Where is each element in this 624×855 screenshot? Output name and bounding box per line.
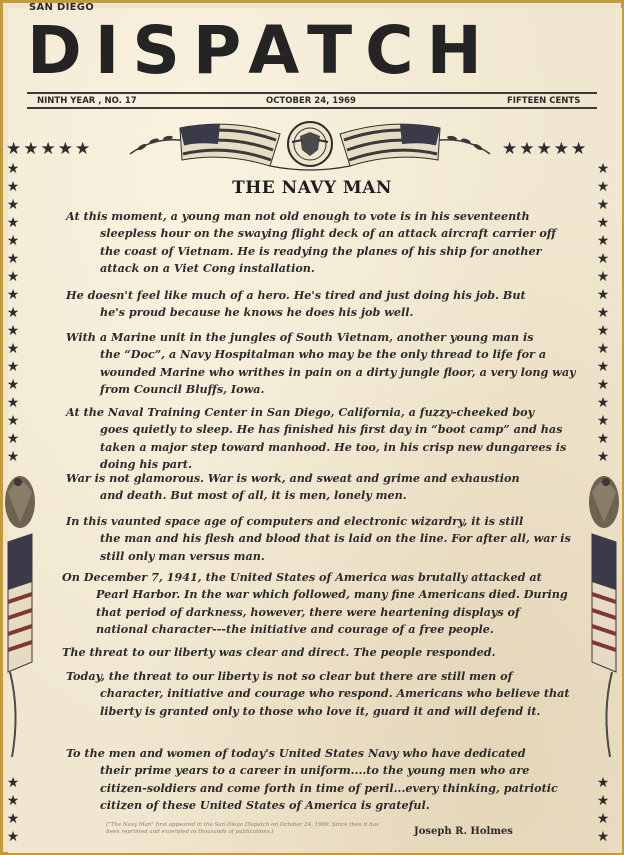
author-signature: Joseph R. Holmes [414,826,513,837]
stars-top-left: ★★★★★ [6,139,93,159]
stars-left-column: ★ ★ ★ ★ ★ ★ ★ ★ ★ ★ ★ ★ ★ ★ ★ ★ ★ [6,161,20,465]
paragraph-continuation: Pearl Harbor. In the war which followed, many fine Americans died. During that period of darkness, however, there were heartening displays of national character---the initiative and courage of a free people. [96,587,568,636]
paragraph-continuation: the man and his flesh and blood that is laid on the line. For after all, war is still only man versus man. [100,531,571,563]
masthead-rule-top [27,92,597,94]
eagle-flag-left-icon [2,462,38,762]
masthead-rule-bottom [27,107,597,109]
article-footnote: ("The Navy Man" first appeared in the San Diego Dispatch on October 24, 1969. Since then it has been reprinted and excerpted in thousands of publications.) [106,822,379,835]
paragraph-first-line: To the men and women of today's United States Navy who have dedicated [66,746,526,760]
paragraph-continuation: their prime years to a career in uniform....to the young men who are citizen-soldiers and come forth in time of peril...every thinking, patriotic citizen of these United States of America is grateful. [100,763,558,812]
paragraph-first-line: The threat to our liberty was clear and direct. The people responded. [62,645,496,659]
stars-left-bottom: ★ ★ ★ ★ [6,775,20,845]
paragraph-continuation: the “Doc”, a Navy Hospitalman who may be the only thread to life for a wounded Marine who writhes in pain on a dirty jungle floor, a very long way from Council Bluffs, Iowa. [100,347,576,396]
paragraph-first-line: At this moment, a young man not old enough to vote is in his seventeenth [66,209,530,223]
issue-date: OCTOBER 24, 1969 [266,96,356,106]
paragraph-first-line: At the Naval Training Center in San Diego, California, a fuzzy-cheeked boy [66,405,535,419]
paragraph [62,569,574,638]
paragraph-continuation: and death. But most of all, it is men, lonely men. [100,488,407,503]
paragraph [66,470,578,505]
paragraph [66,513,578,565]
issue-price: FIFTEEN CENTS [507,96,581,106]
stars-right-column: ★ ★ ★ ★ ★ ★ ★ ★ ★ ★ ★ ★ ★ ★ ★ ★ ★ [596,161,610,465]
issue-number: NINTH YEAR , NO. 17 [37,96,137,106]
paragraph [66,208,578,277]
article-title: THE NAVY MAN [232,178,392,198]
paragraph-first-line: On December 7, 1941, the United States of America was brutally attacked at [62,570,542,584]
masthead-title: DISPATCH [27,12,495,89]
paragraph-first-line: With a Marine unit in the jungles of South Vietnam, another young man is [66,330,534,344]
paragraph-continuation: character, initiative and courage who respond. Americans who believe that liberty is granted only to those who love it, guard it and will defend it. [100,686,570,718]
paragraph-first-line: In this vaunted space age of computers and electronic wizardry, it is still [66,514,524,528]
paragraph [66,287,578,322]
paragraph-continuation: sleepless hour on the swaying flight deck of an attack aircraft carrier off the coast of Vietnam. He is readying the planes of his ship for another attack on a Viet Cong installation. [100,226,557,275]
paragraph [62,644,574,661]
paragraph [66,745,578,814]
paragraph [66,404,578,473]
paragraph [66,668,578,720]
paragraph-continuation: goes quietly to sleep. He has finished his first day in “boot camp” and has taken a major step toward manhood. He too, in his crisp new dungarees is doing his part. [100,422,567,471]
paragraph-first-line: War is not glamorous. War is work, and sweat and grime and exhaustion [66,471,520,485]
eagle-flag-right-icon [584,462,622,762]
masthead-city: SAN DIEGO [29,2,95,13]
stars-top-right: ★★★★★ [502,139,589,159]
paragraph-continuation: he's proud because he knows he does his job well. [100,305,414,320]
stars-right-bottom: ★ ★ ★ ★ [596,775,610,845]
eagle-flag-banner-icon [120,114,500,178]
paragraph-first-line: He doesn't feel like much of a hero. He's tired and just doing his job. But [66,288,526,302]
paragraph-first-line: Today, the threat to our liberty is not so clear but there are still men of [66,669,513,683]
paragraph [66,329,578,398]
